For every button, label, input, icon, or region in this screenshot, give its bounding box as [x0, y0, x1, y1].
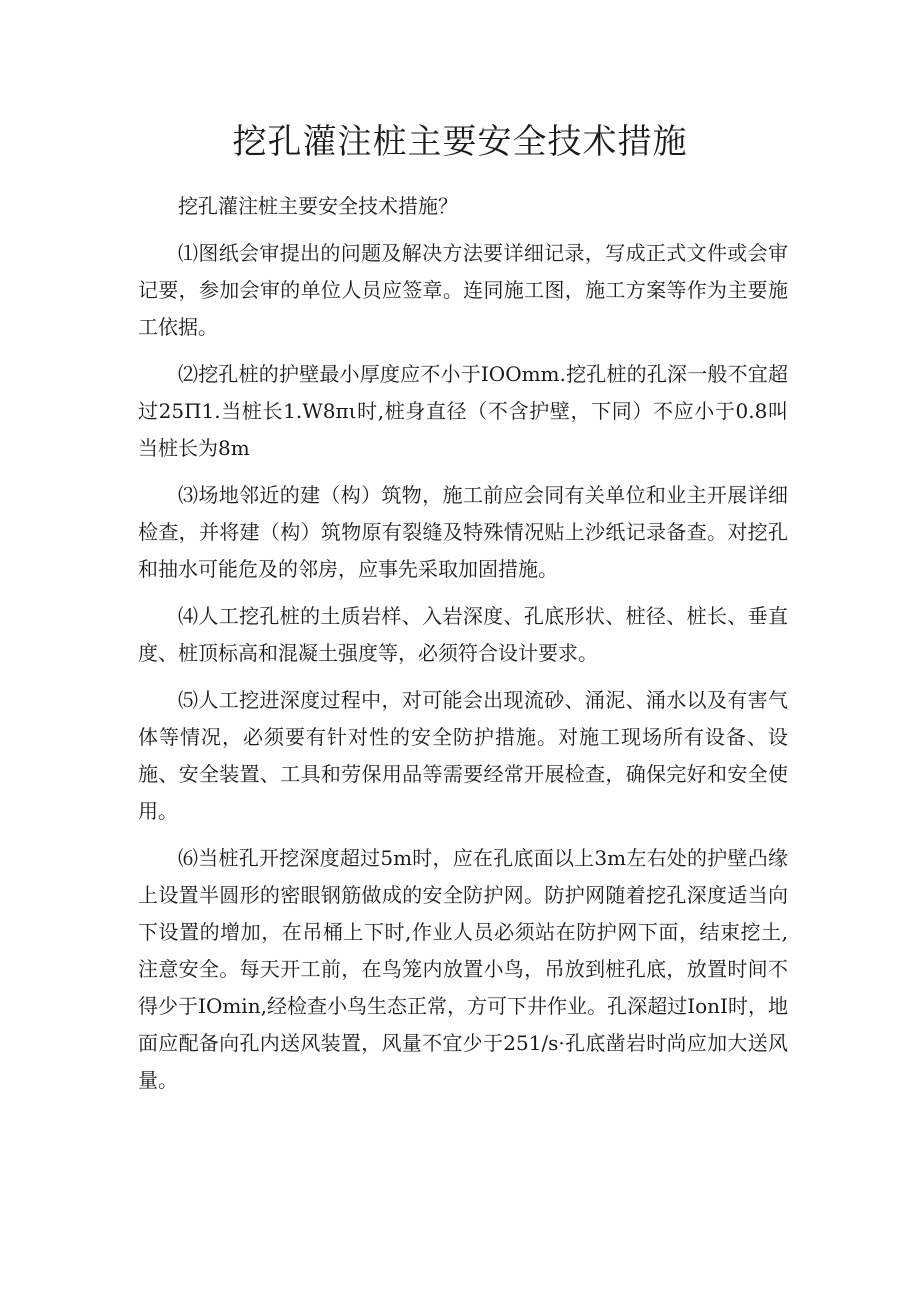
paragraph-4: ⑷人工挖孔桩的土质岩样、入岩深度、孔底形状、桩径、桩长、垂直度、桩顶标高和混凝土强度等，必须符合设计要求。 [138, 604, 788, 665]
paragraph-2: ⑵挖孔桩的护壁最小厚度应不小于IOOmm.挖孔桩的孔深一般不宜超过25Π1.当桩长1.W8πι时,桩身直径（不含护壁，下同）不应小于0.8叫当桩长为8m [138, 362, 788, 460]
document-body [138, 188, 788, 1109]
paragraph-intro: 挖孔灌注桩主要安全技术措施？ [178, 194, 458, 218]
paragraph-6: ⑹当桩孔开挖深度超过5m时，应在孔底面以上3m左右处的护壁凸缘上设置半圆形的密眼钢筋做成的安全防护网。防护网随着挖孔深度适当向下设置的增加，在吊桶上下时,作业人员必须站在防护网下面，结束挖土,注意安全。每天开工前，在鸟笼内放置小鸟，吊放到桩孔底，放置时间不得少于IOmin,经检查小鸟生态正常，方可下井作业。孔深超过IonI时，地面应配备向孔内送风装置，风量不宜少于251∕s·孔底凿岩时尚应加大送风量。 [138, 846, 788, 1092]
paragraph-3: ⑶场地邻近的建（构）筑物，施工前应会同有关单位和业主开展详细检查，并将建（构）筑物原有裂缝及特殊情况贴上沙纸记录备查。对挖孔和抽水可能危及的邻房，应事先采取加固措施。 [138, 483, 788, 581]
paragraph-1: ⑴图纸会审提出的问题及解决方法要详细记录，写成正式文件或会审记要，参加会审的单位人员应签章。连同施工图，施工方案等作为主要施工依据。 [138, 241, 788, 339]
document-title: 挖孔灌注桩主要安全技术措施 [232, 122, 688, 162]
paragraph-5: ⑸人工挖进深度过程中，对可能会出现流砂、涌泥、涌水以及有害气体等情况，必须要有针对性的安全防护措施。对施工现场所有设备、设施、安全装置、工具和劳保用品等需要经常开展检查，确保完好和安全使用。 [138, 688, 788, 823]
